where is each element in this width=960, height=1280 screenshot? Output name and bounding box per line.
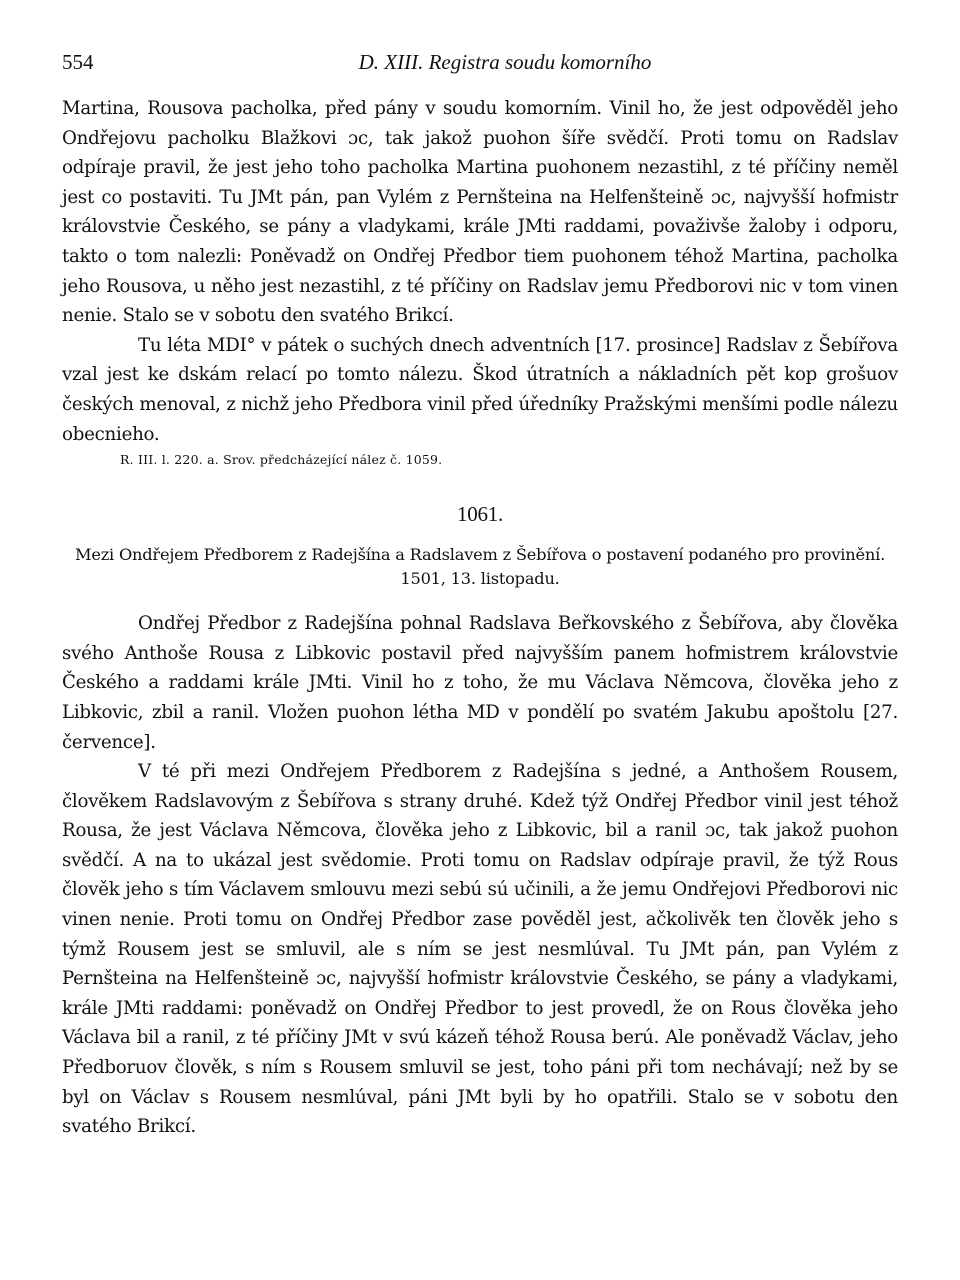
- source-note: R. III. l. 220. a. Srov. předcházející nález č. 1059.: [120, 452, 443, 468]
- document-regest: Mezi Ondřejem Předborem z Radejšína a Radslavem z Šebířova o postavení podaného pro provinění. 1501, 13. listopadu.: [74, 545, 886, 589]
- running-title: D. XIII. Registra soudu komorního: [358, 50, 652, 74]
- running-head: [62, 50, 898, 80]
- page-number: 554: [62, 50, 94, 74]
- summons-paragraph: Ondřej Předbor z Radejšína pohnal Radslava Beřkovského z Šebířova, aby člověka svého Anthoše Rousa z Libkovic postavil před najvyšším panem hofmistrem královstvie Českého a raddami krále JMti. Vinil ho z toho, že mu Václava Němcova, člověka jeho z Libkovic, zbil a ranil. Vložen puohon létha MD v pondělí po svatém Jakubu apoštolu [27. července].: [62, 613, 898, 753]
- relation-paragraph: Tu léta MDI° v pátek o suchých dnech adventních [17. prosince] Radslav z Šebířova vzal jest ke dskám relací po tomto nálezu. Škod útratních a nákladních pět kop grošuov českých menoval, z nichž jeho Předbora vinil před úředníky Pražskými menšími podle nálezu obecnieho.: [62, 334, 898, 445]
- document-number: 1061.: [457, 502, 503, 527]
- verdict-paragraph: V té při mezi Ondřejem Předborem z Radejšína s jedné, a Anthošem Rousem, člověkem Radslavovým z Šebířova s strany druhé. Kdež týž Ondřej Předbor vinil jest téhož Rousa, že jest Václava Němcova, člověka jeho z Libkovic, bil a ranil ɔc, tak jakož puohon svědčí. A na to ukázal jest svědomie. Proti tomu on Radslav odpíraje pravil, že týž Rous člověk jeho s tím Václavem smlouvu mezi sebú sú učinili, a že jemu Ondřejovi Předborovi nic vinen nenie. Proti tomu on Ondřej Předbor zase pověděl jest, ačkolivěk ten člověk jeho s týmž Rousem jest se smluvil, ale s ním se jest nesmlúval. Tu JMt pán, pan Vylém z Pernšteina na Helfenšteině ɔc, najvyšší hofmistr královstvie Českého, se pány a vladykami, krále JMti raddami: poněvadž on Ondřej Předbor to jest provedl, že on Rous člověka jeho Václava bil a ranil, z té příčiny JMt v svú kázeň téhož Rousa berú. Ale poněvadž Václav, jeho Předboruov člověk, s ním s Rousem smluvil se jest, toho páni při tom nechávají; než by se byl on Václav s Rousem nesmlúval, páni JMt byli by ho opatřili. Stalo se v sobotu den svatého Brikcí.: [62, 761, 898, 1138]
- body-text: [62, 94, 898, 1142]
- continued-paragraph: Martina, Rousova pacholka, před pány v soudu komorním. Vinil ho, že jest odpověděl jeho Ondřejovu pacholku Blažkovi ɔc, tak jakož puohon šíře svědčí. Proti tomu on Radslav odpíraje pravil, že jest jeho toho pacholka Martina puohonem nezastihl, z té příčiny neměl jest co postaviti. Tu JMt pán, pan Vylém z Pernšteina na Helfenšteině ɔc, najvyšší hofmistr královstvie Českého, se pány a vladykami, krále JMti raddami, považivše žaloby i odporu, takto o tom nalezli: Poněvadž on Ondřej Předbor tiem puohonem téhož Martina, pacholka jeho Rousova, u něho jest nezastihl, z té příčiny on Radslav jemu Předborovi nic v tom vinen nenie. Stalo se v sobotu den svatého Brikcí.: [62, 98, 898, 327]
